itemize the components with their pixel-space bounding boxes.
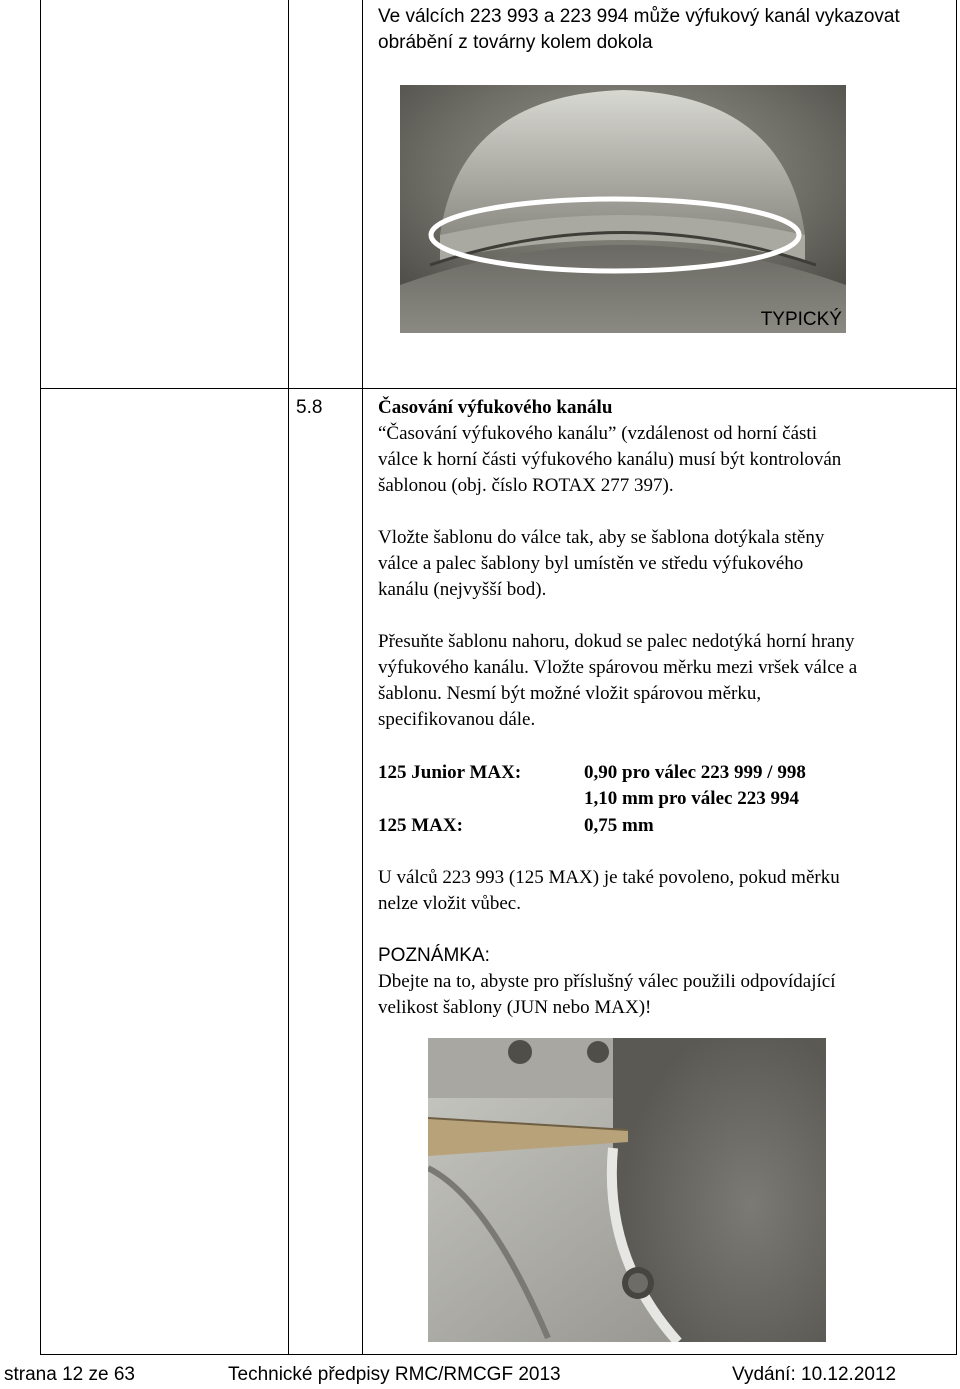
intro-line-2: obrábění z továrny kolem dokola (378, 32, 653, 53)
table-border-right (956, 0, 957, 1355)
intro-line-1: Ve válcích 223 993 a 223 994 může výfukový kanál vykazovat (378, 6, 900, 27)
para3-line-2: výfukového kanálu. Vložte spárovou měrku mezi vršek válce a (378, 657, 858, 678)
table-border-left (40, 0, 41, 1355)
para4-line-2: nelze vložit vůbec. (378, 893, 521, 914)
table-divider-1 (288, 0, 289, 1355)
photo-label: TYPICKÝ (760, 309, 842, 330)
para1-line-3: šablonou (obj. číslo ROTAX 277 397). (378, 475, 674, 496)
para2-line-2: válce a palec šablony byl umístěn ve středu výfukového (378, 553, 804, 574)
footer-issued: Vydání: 10.12.2012 (732, 1364, 897, 1385)
spec-junior-label: 125 Junior MAX: (378, 762, 522, 783)
para2-line-1: Vložte šablonu do válce tak, aby se šablona dotýkala stěny (378, 527, 825, 548)
para3-line-1: Přesuňte šablonu nahoru, dokud se palec nedotýká horní hrany (378, 631, 855, 652)
row-divider (40, 388, 957, 389)
feeler-gauge-photo (428, 1038, 826, 1342)
para4-line-1: U válců 223 993 (125 MAX) je také povoleno, pokud měrku (378, 867, 840, 888)
para2-line-3: kanálu (nejvyšší bod). (378, 579, 547, 600)
exhaust-port-photo (400, 85, 846, 333)
table-border-bottom (40, 1354, 957, 1355)
footer-page: strana 12 ze 63 (4, 1364, 135, 1385)
spec-junior-value-1: 0,90 pro válec 223 999 / 998 (584, 762, 806, 783)
para3-line-3: šablonu. Nesmí být možné vložit spárovou měrku, (378, 683, 762, 704)
note-line-2: velikost šablony (JUN nebo MAX)! (378, 997, 652, 1018)
note-label: POZNÁMKA: (378, 945, 490, 966)
para1-line-1: “Časování výfukového kanálu” (vzdálenost od horní části (378, 423, 817, 444)
spec-max-label: 125 MAX: (378, 815, 463, 836)
para3-line-4: specifikovanou dále. (378, 709, 536, 730)
table-divider-2 (362, 0, 363, 1355)
para1-line-2: válce k horní části výfukového kanálu) musí být kontrolován (378, 449, 842, 470)
section-number: 5.8 (296, 397, 323, 418)
spec-junior-value-2: 1,10 mm pro válec 223 994 (584, 788, 799, 809)
note-line-1: Dbejte na to, abyste pro příslušný válec použili odpovídající (378, 971, 836, 992)
footer-doc: Technické předpisy RMC/RMCGF 2013 (228, 1364, 561, 1385)
spec-max-value: 0,75 mm (584, 815, 654, 836)
section-title: Časování výfukového kanálu (378, 397, 613, 418)
